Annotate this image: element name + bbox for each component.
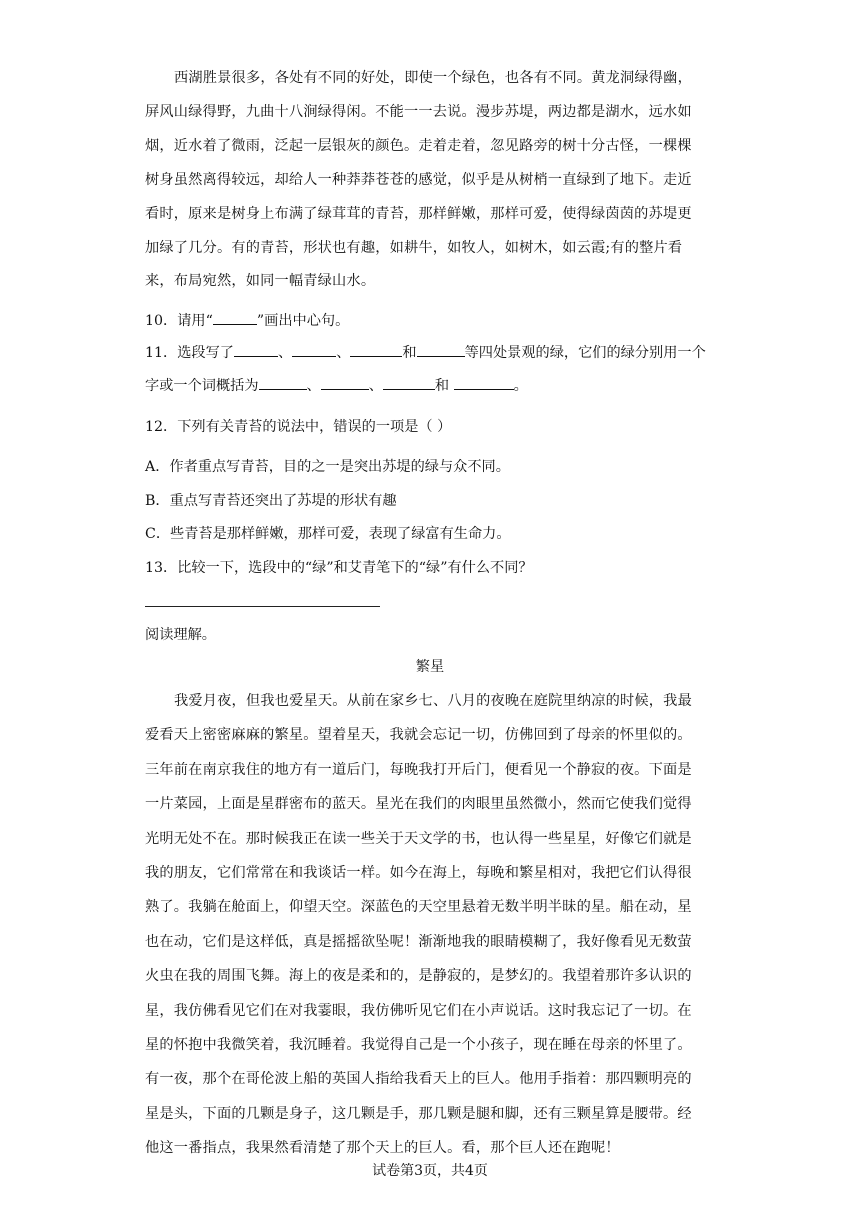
passage-line: 屏风山绿得野，九曲十八涧绿得闲。不能一一去说。漫步苏堤，两边都是湖水，远水如: [145, 103, 692, 120]
q13-answer-line[interactable]: [145, 606, 380, 607]
passage-title: 繁星: [415, 659, 445, 675]
question-13-stem: 13．比较一下，选段中的“绿”和艾青笔下的“绿”有什么不同？: [145, 560, 533, 576]
question-12-option-b[interactable]: B．重点写青苔还突出了苏堤的形状有趣: [145, 493, 397, 509]
page-footer: 试卷第3页，共4页: [372, 1163, 488, 1179]
q11-blank-3[interactable]: [350, 342, 402, 357]
q11-blank-1[interactable]: [234, 342, 278, 357]
q11-text: 11．选段写了: [145, 345, 234, 361]
q11-blank-8[interactable]: [454, 375, 514, 390]
passage-line: 三年前在南京我住的地方有一道后门，每晚我打开后门，便看见一个静寂的夜。下面是: [145, 761, 692, 778]
question-12-option-a[interactable]: A．作者重点写青苔，目的之一是突出苏堤的绿与众不同。: [145, 459, 510, 475]
passage-west-lake: [145, 62, 715, 299]
passage-line: 有一夜，那个在哥伦波上船的英国人指给我看天上的巨人。他用手指着：那四颗明亮的: [145, 1071, 692, 1088]
passage-stars: [145, 684, 715, 1166]
section-label: 阅读理解。: [145, 627, 216, 643]
q10-prefix: 10．请用“: [145, 313, 213, 329]
passage-line: 他这一番指点，我果然看清楚了那个天上的巨人。看，那个巨人还在跑呢！: [145, 1140, 620, 1157]
passage-line: 爱看天上密密麻麻的繁星。望着星天，我就会忘记一切，仿佛回到了母亲的怀里似的。: [145, 727, 692, 744]
passage-line: 看时，原来是树身上布满了绿茸茸的青苔，那样鲜嫩，那样可爱，使得绿茵茵的苏堤更: [145, 205, 692, 222]
q10-blank: [213, 310, 257, 325]
passage-line: 星，我仿佛看见它们在对我霎眼，我仿佛听见它们在小声说话。这时我忘记了一切。在: [145, 1002, 692, 1019]
passage-line: 火虫在我的周围飞舞。海上的夜是柔和的，是静寂的，是梦幻的。我望着那许多认识的: [145, 968, 692, 985]
passage-line: 熟了。我躺在舱面上，仰望天空。深蓝色的天空里悬着无数半明半昧的星。船在动，星: [145, 899, 692, 916]
passage-line: 西湖胜景很多，各处有不同的好处，即使一个绿色，也各有不同。黄龙洞绿得幽，: [174, 70, 692, 86]
q11-end: 。: [513, 378, 528, 394]
passage-line: 星的怀抱中我微笑着，我沉睡着。我觉得自己是一个小孩子，现在睡在母亲的怀里了。: [145, 1037, 692, 1054]
passage-line: 我的朋友，它们常常在和我谈话一样。如今在海上，每晚和繁星相对，我把它们认得很: [145, 865, 692, 882]
question-12-option-c[interactable]: C．些青苔是那样鲜嫩，那样可爱，表现了绿富有生命力。: [145, 526, 511, 542]
question-11: [145, 337, 715, 403]
q11-sep: 、: [278, 345, 293, 361]
passage-line: 我爱月夜，但我也爱星天。从前在家乡七、八月的夜晚在庭院里纳凉的时候，我最: [174, 693, 692, 709]
q11-sep: 、: [306, 378, 321, 394]
q11-blank-7[interactable]: [383, 375, 435, 390]
q11-blank-4[interactable]: [417, 342, 465, 357]
passage-line: 来，布局宛然，如同一幅青绿山水。: [145, 273, 376, 290]
question-12-stem: 12．下列有关青苔的说法中，错误的一项是（ ）: [145, 419, 452, 435]
q11-blank-2[interactable]: [292, 342, 336, 357]
passage-line: 一片菜园，上面是星群密布的蓝天。星光在我们的肉眼里虽然微小，然而它使我们觉得: [145, 796, 692, 813]
q10-suffix: ”画出中心句。: [256, 313, 350, 329]
passage-line: 树身虽然离得较远，却给人一种莽莽苍苍的感觉，似乎是从树梢一直绿到了地下。走近: [145, 171, 692, 188]
passage-line: 光明无处不在。那时候我正在读一些关于天文学的书，也认得一些星星，好像它们就是: [145, 830, 692, 847]
q11-sep: 和: [402, 345, 417, 361]
q11-sep: 、: [336, 345, 351, 361]
q11-sep: 、: [368, 378, 383, 394]
passage-line: 也在动，它们是这样低，真是摇摇欲坠呢！渐渐地我的眼睛模糊了，我好像看见无数萤: [145, 933, 692, 950]
q11-sep: 和: [434, 378, 454, 394]
q11-blank-5[interactable]: [259, 375, 307, 390]
q11-text: 等四处景观的绿，它们的绿分别用一个字或一个词概括为: [145, 345, 706, 394]
question-10: [145, 310, 349, 330]
passage-line: 星是头，下面的几颗是身子，这几颗是手，那几颗是腿和脚，还有三颗星算是腰带。经: [145, 1105, 692, 1122]
passage-line: 烟，近水着了微雨，泛起一层银灰的颜色。走着走着，忽见路旁的树十分古怪，一棵棵: [145, 137, 692, 154]
passage-line: 加绿了几分。有的青苔，形状也有趣，如耕牛，如牧人，如树木，如云霞;有的整片看: [145, 239, 683, 256]
q11-blank-6[interactable]: [321, 375, 369, 390]
